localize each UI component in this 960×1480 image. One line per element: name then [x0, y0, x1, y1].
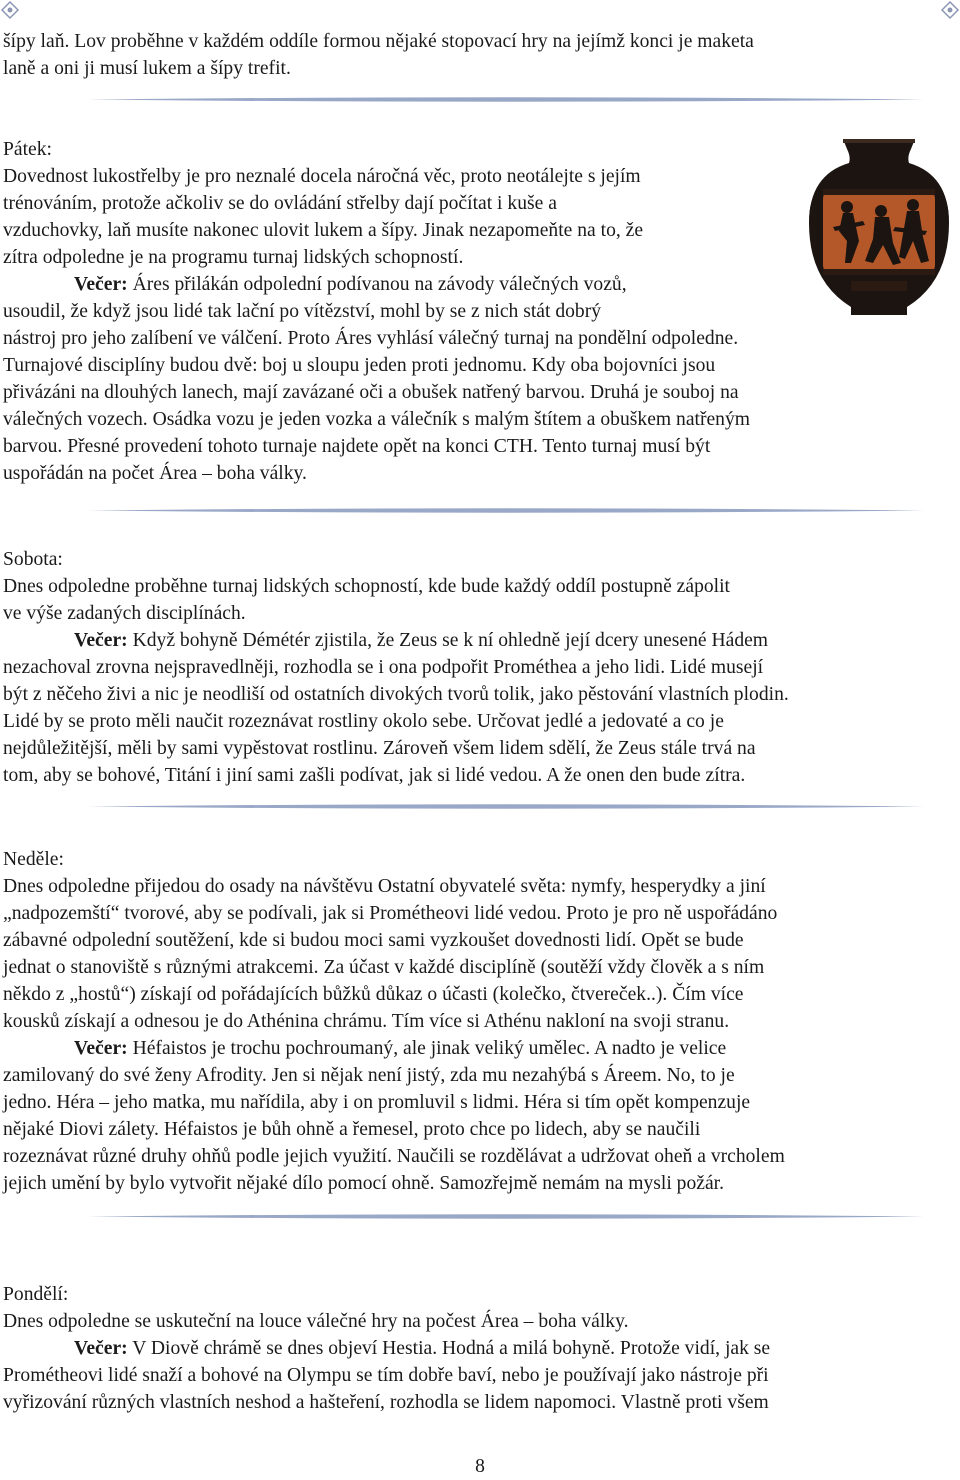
text-line: nějaké Diovi zálety. Héfaistos je bůh ohně a řemesel, proto chce po lidech, aby se naučili [3, 1119, 701, 1140]
text-line: válečných vozech. Osádka vozu je jeden vozka a válečník s malým štítem a obuškem natřeným [3, 409, 751, 430]
text-line: usoudil, že když jsou lidé tak lační po vítězství, mohl by se z nich stát dobrý [3, 301, 602, 322]
text-line: vyřizování různých vlastních neshod a hašteření, rozhodla se lidem napomoci. Vlastně proti všem [3, 1392, 769, 1413]
text-line: jednat o stanoviště s různými atrakcemi. Za účast v každé disciplíně (soutěží vždy člověk a s ním [3, 957, 765, 978]
section-divider [88, 506, 924, 515]
text-line: nástroj pro jeho zalíbení ve válčení. Proto Áres vyhlásí válečný turnaj na pondělní odpoledne. [3, 328, 739, 349]
greek-vase-image [803, 131, 955, 323]
text-segment: V Diově chrámě se dnes objeví Hestia. Hodná a milá bohyně. Protože vidí, jak se [127, 1338, 771, 1359]
page-number: 8 [475, 1456, 485, 1477]
evening-label: Večer: [74, 1038, 128, 1059]
section-heading-friday: Pátek: [3, 139, 52, 160]
text-line: jejich umění by bylo vytvořit nějaké dílo pomocí ohně. Samozřejmě nemám na mysli požár. [3, 1173, 724, 1194]
text-line: přivázáni na dlouhých lanech, mají zavázané oči a obušek natřený barvou. Druhá je souboj na [3, 382, 739, 403]
text-line: Dnes odpoledne přijedou do osady na návštěvu Ostatní obyvatelé světa: nymfy, hesperydky a jiní [3, 876, 766, 897]
text-segment: Když bohyně Démétér zjistila, že Zeus se k ní ohledně její dcery unesené Hádem [127, 630, 769, 651]
text-line: Dnes odpoledne se uskuteční na louce válečné hry na počest Área – boha války. [3, 1311, 629, 1332]
text-line: ve výše zadaných disciplínách. [3, 603, 246, 624]
section-heading-saturday: Sobota: [3, 549, 63, 570]
corner-ornament-icon [0, 0, 20, 20]
text-line [3, 271, 627, 298]
text-segment: Áres přilákán odpolední podívanou na závody válečných vozů, [127, 274, 627, 295]
text-segment: Héfaistos je trochu pochroumaný, ale jinak veliký umělec. A nadto je velice [127, 1038, 727, 1059]
text-line: Prométheovi lidé snaží a bohové na Olympu se tím dobře baví, nebo je používají jako nástroje při [3, 1365, 769, 1386]
section-divider [88, 802, 924, 811]
text-line: někdo z „hostů“) získají od pořádajících bůžků důkaz o účasti (kolečko, čtvereček..). Čím více [3, 984, 744, 1005]
text-line: zábavné odpolední soutěžení, kde si budou moci sami vyzkoušet dovednosti lidí. Opět se bude [3, 930, 744, 951]
text-line [3, 627, 768, 654]
text-line [3, 1335, 770, 1362]
text-line [3, 1035, 726, 1062]
text-line: Dovednost lukostřelby je pro neznalé docela náročná věc, proto neotálejte s jejím [3, 166, 641, 187]
section-heading-monday: Pondělí: [3, 1284, 69, 1305]
section-divider [88, 95, 924, 104]
text-line: šípy laň. Lov proběhne v každém oddíle formou nějaké stopovací hry na jejímž konci je maketa [3, 31, 754, 52]
evening-label: Večer: [74, 630, 128, 651]
text-line: jedno. Héra – jeho matka, mu nařídila, aby i on promluvil s lidmi. Héra si tím opět kompenzuje [3, 1092, 751, 1113]
text-line: Dnes odpoledne proběhne turnaj lidských schopností, kde bude každý oddíl postupně zápolit [3, 576, 730, 597]
evening-label: Večer: [74, 274, 128, 295]
text-line: laně a oni ji musí lukem a šípy trefit. [3, 58, 291, 79]
section-divider [88, 1212, 924, 1221]
text-line: nezachoval zrovna nejspravedlněji, rozhodla se i ona podpořit Prométhea a jeho lidi. Lidé musejí [3, 657, 764, 678]
text-line: Turnajové disciplíny budou dvě: boj u sloupu jeden proti jednomu. Kdy oba bojovníci jsou [3, 355, 716, 376]
text-line: trénováním, protože ačkoliv se do ovládání střelby dají počítat i kuše a [3, 193, 557, 214]
text-line: zítra odpoledne je na programu turnaj lidských schopností. [3, 247, 464, 268]
text-line: uspořádán na počet Área – boha války. [3, 463, 307, 484]
text-line: nejdůležitější, měli by sami vypěstovat rostlinu. Zároveň všem lidem sdělí, že Zeus stále trvá na [3, 738, 756, 759]
evening-label: Večer: [74, 1338, 128, 1359]
section-heading-sunday: Neděle: [3, 849, 64, 870]
text-line: vzduchovky, laň musíte nakonec ulovit lukem a šípy. Jinak nezapomeňte na to, že [3, 220, 644, 241]
text-line: „nadpozemští“ tvorové, aby se podívali, jak si Prométheovi lidé vedou. Proto je pro ně uspořádáno [3, 903, 778, 924]
text-line: kousků získají a odnesou je do Athénina chrámu. Tím více si Athénu nakloní na svoji stranu. [3, 1011, 730, 1032]
text-line: zamilovaný do své ženy Afrodity. Jen si nějak není jistý, zda mu nezahýbá s Áreem. No, to je [3, 1065, 735, 1086]
text-line: tom, aby se bohové, Titání i jiní sami zašli podívat, jak si lidé vedou. A že onen den bude zítra. [3, 765, 746, 786]
text-line: barvou. Přesné provedení tohoto turnaje najdete opět na konci CTH. Tento turnaj musí být [3, 436, 711, 457]
text-line: rozeznávat různé druhy ohňů podle jejich využití. Naučili se rozdělávat a udržovat oheň a vrcholem [3, 1146, 785, 1167]
text-line: Lidé by se proto měli naučit rozeznávat rostliny okolo sebe. Určovat jedlé a jedovaté a co je [3, 711, 724, 732]
corner-ornament-icon [940, 0, 960, 20]
text-line: být z něčeho živi a nic je neodliší od ostatních divokých tvorů tolik, jako pěstování vlastních plodin. [3, 684, 789, 705]
